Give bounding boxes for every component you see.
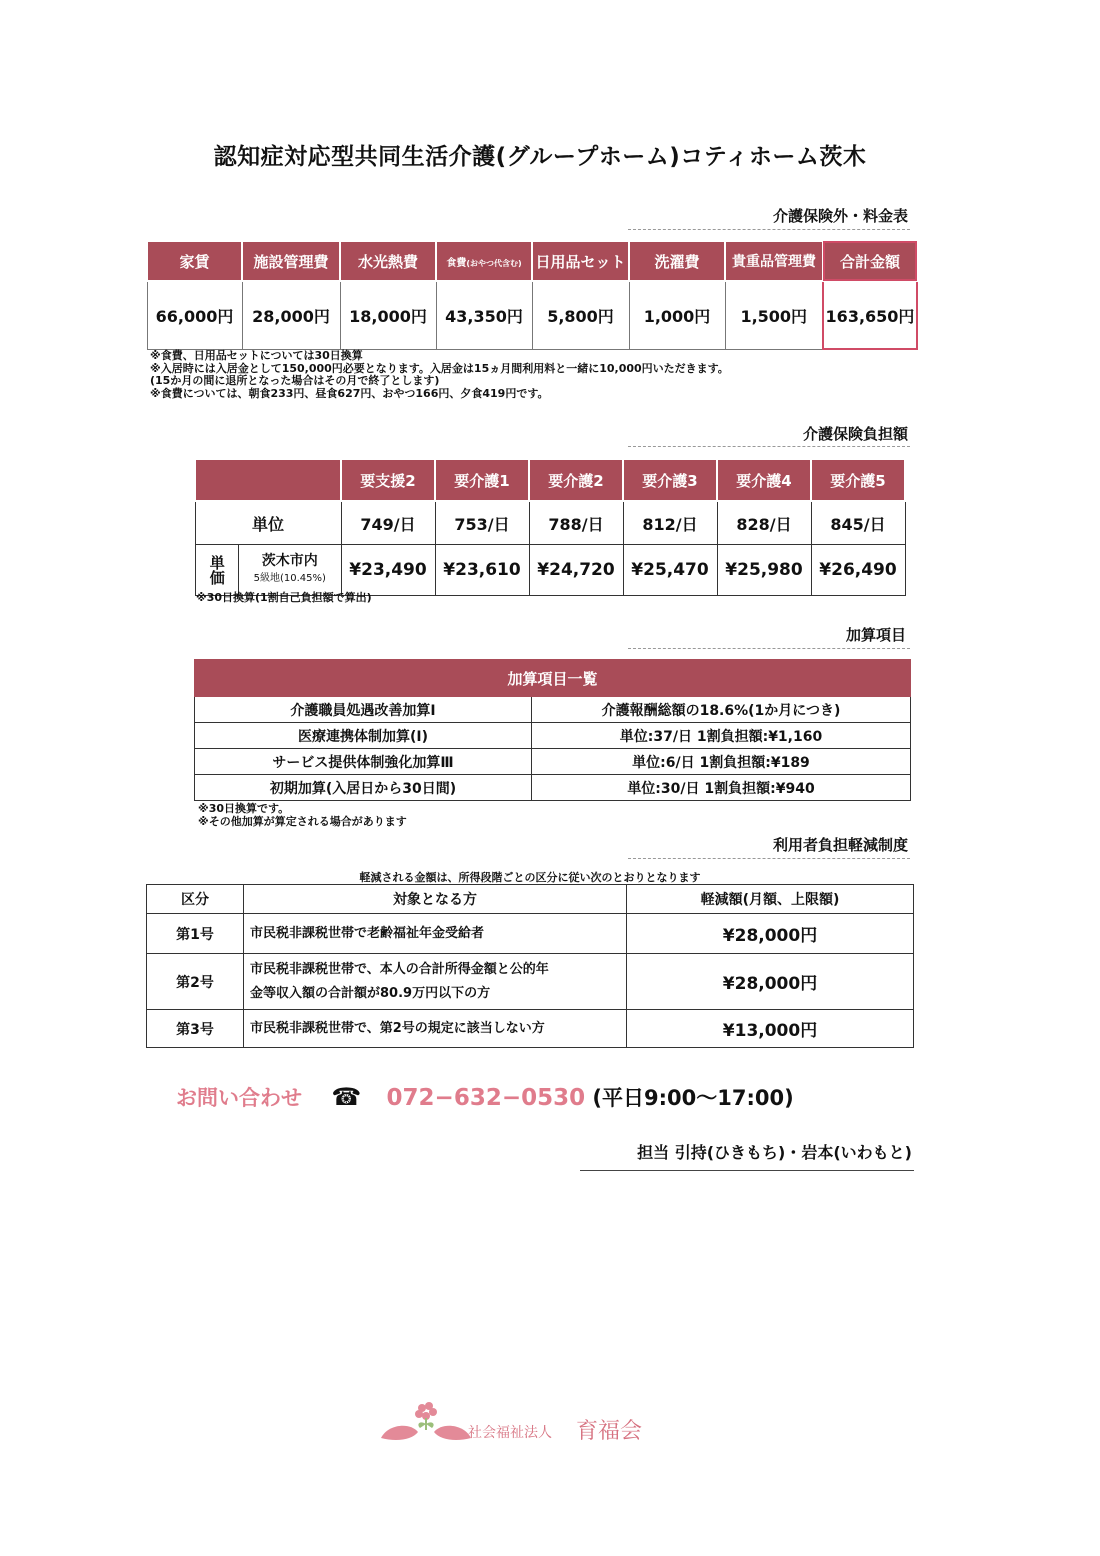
care-level: 要支援2	[341, 459, 435, 501]
reduction-category: 第1号	[147, 914, 244, 954]
care-level: 要介護1	[435, 459, 529, 501]
fee-header-total: 合計金額	[823, 241, 917, 281]
unit-value: 845/日	[811, 501, 905, 545]
contact-label: お問い合わせ	[176, 1086, 302, 1110]
fee-value-utilities: 18,000円	[340, 281, 436, 349]
contact-phone[interactable]: 072−632−0530	[386, 1085, 586, 1111]
fee-value-rent: 66,000円	[147, 281, 242, 349]
addition-detail: 介護報酬総額の18.6%(1か月につき)	[532, 697, 911, 723]
page-title: 認知症対応型共同生活介護(グループホーム)コティホーム茨木	[213, 144, 867, 170]
reduction-header: 軽減額(月額、上限額)	[627, 885, 914, 914]
unit-value: 788/日	[529, 501, 623, 545]
reduction-heading: 利用者負担軽減制度	[772, 836, 908, 854]
fee-header-meals	[436, 241, 532, 281]
care-level: 要介護2	[529, 459, 623, 501]
divider	[628, 648, 910, 649]
fee-note: ※入居時には入居金として150,000円必要となります。入居金は15ヵ月間利用料と一緒に10,000円いただきます。	[150, 361, 729, 375]
care-header-blank	[195, 459, 341, 501]
unit-value: 812/日	[623, 501, 717, 545]
addition-detail: 単位:37/日 1割負担額:¥1,160	[532, 723, 911, 749]
divider	[628, 858, 910, 859]
addition-name: 初期加算(入居日から30日間)	[195, 775, 532, 801]
price-value: ¥25,980	[717, 545, 811, 596]
divider	[580, 1170, 914, 1171]
area-note: 5級地(10.45%)	[253, 573, 326, 584]
fee-value-daily-goods: 5,800円	[532, 281, 629, 349]
fee-note: ※食費、日用品セットについては30日換算	[150, 349, 363, 362]
fee-header-utilities: 水光熱費	[340, 241, 436, 281]
fee-header-daily-goods: 日用品セット	[532, 241, 629, 281]
area-cell	[239, 545, 341, 596]
price-value: ¥23,610	[435, 545, 529, 596]
fee-header-meals-label: 食費	[446, 258, 467, 269]
unit-value: 828/日	[717, 501, 811, 545]
reduction-table	[146, 884, 914, 1048]
care-level: 要介護3	[623, 459, 717, 501]
unit-label: 単位	[195, 501, 341, 545]
fee-note: (15か月の間に退所となった場合はその月で終了とします)	[150, 374, 440, 387]
fee-value-total: 163,650円	[823, 281, 917, 349]
fee-notes	[150, 350, 729, 400]
org-prefix: 社会福祉法人	[468, 1425, 552, 1441]
addition-name: サービス提供体制強化加算Ⅲ	[195, 749, 532, 775]
addition-note: ※30日換算です。	[198, 802, 290, 815]
fee-header-valuables: 貴重品管理費	[725, 241, 823, 281]
addition-detail: 単位:30/日 1割負担額:¥940	[532, 775, 911, 801]
additions-notes	[198, 803, 407, 828]
org-name: 育福会	[576, 1419, 643, 1444]
fee-value-laundry: 1,000円	[629, 281, 725, 349]
fee-header-rent: 家賃	[147, 241, 242, 281]
addition-detail: 単位:6/日 1割負担額:¥189	[532, 749, 911, 775]
care-level: 要介護5	[811, 459, 905, 501]
reduction-target	[244, 954, 627, 1010]
telephone-icon: ☎	[331, 1083, 362, 1111]
price-value: ¥23,490	[341, 545, 435, 596]
price-value: ¥25,470	[623, 545, 717, 596]
area-name: 茨木市内	[261, 553, 318, 569]
reduction-intro: 軽減される金額は、所得段階ごとの区分に従い次のとおりとなります	[359, 871, 701, 884]
addition-note: ※その他加算が算定される場合があります	[198, 814, 407, 828]
contact-hours: (平日9:00〜17:00)	[592, 1086, 794, 1110]
reduction-target-line: 金等収入額の合計額が80.9万円以下の方	[250, 985, 491, 1001]
reduction-amount: ¥13,000円	[627, 1010, 914, 1048]
unit-value: 753/日	[435, 501, 529, 545]
additions-heading: 加算項目	[845, 626, 906, 644]
fee-header-meals-note: (おやつ代含む)	[466, 259, 522, 268]
fee-value-valuables: 1,500円	[725, 281, 823, 349]
addition-name: 医療連携体制加算(Ⅰ)	[195, 723, 532, 749]
care-heading: 介護保険負担額	[802, 425, 908, 443]
reduction-header: 対象となる方	[244, 885, 627, 914]
fee-value-meals: 43,350円	[436, 281, 532, 349]
reduction-amount: ¥28,000円	[627, 914, 914, 954]
care-level: 要介護4	[717, 459, 811, 501]
reduction-amount: ¥28,000円	[627, 954, 914, 1010]
reduction-target-line: 市民税非課税世帯で、本人の合計所得金額と公的年	[250, 961, 549, 977]
fees-heading: 介護保険外・料金表	[772, 207, 908, 225]
addition-name: 介護職員処遇改善加算Ⅰ	[195, 697, 532, 723]
care-note: ※30日換算(1割自己負担額で算出)	[196, 591, 372, 604]
care-table	[194, 458, 906, 596]
additions-table	[194, 659, 911, 801]
price-label: 単価	[195, 545, 239, 596]
fee-header-laundry: 洗濯費	[629, 241, 725, 281]
additions-table-title: 加算項目一覧	[195, 660, 911, 697]
price-value: ¥24,720	[529, 545, 623, 596]
org-logo	[376, 1400, 643, 1450]
contact-line	[176, 1082, 794, 1112]
contact-staff: 担当 引持(ひきもち)・岩本(いわもと)	[637, 1143, 912, 1162]
reduction-header: 区分	[147, 885, 244, 914]
divider	[628, 229, 910, 230]
reduction-category: 第3号	[147, 1010, 244, 1048]
fee-header-management: 施設管理費	[242, 241, 340, 281]
bird-flower-icon	[376, 1400, 476, 1446]
fee-value-management: 28,000円	[242, 281, 340, 349]
reduction-target: 市民税非課税世帯で老齢福祉年金受給者	[244, 914, 627, 954]
fee-table	[146, 240, 918, 350]
divider	[628, 446, 910, 447]
fee-note: ※食費については、朝食233円、昼食627円、おやつ166円、夕食419円です。	[150, 386, 549, 400]
unit-value: 749/日	[341, 501, 435, 545]
reduction-target: 市民税非課税世帯で、第2号の規定に該当しない方	[244, 1010, 627, 1048]
reduction-category: 第2号	[147, 954, 244, 1010]
price-value: ¥26,490	[811, 545, 905, 596]
